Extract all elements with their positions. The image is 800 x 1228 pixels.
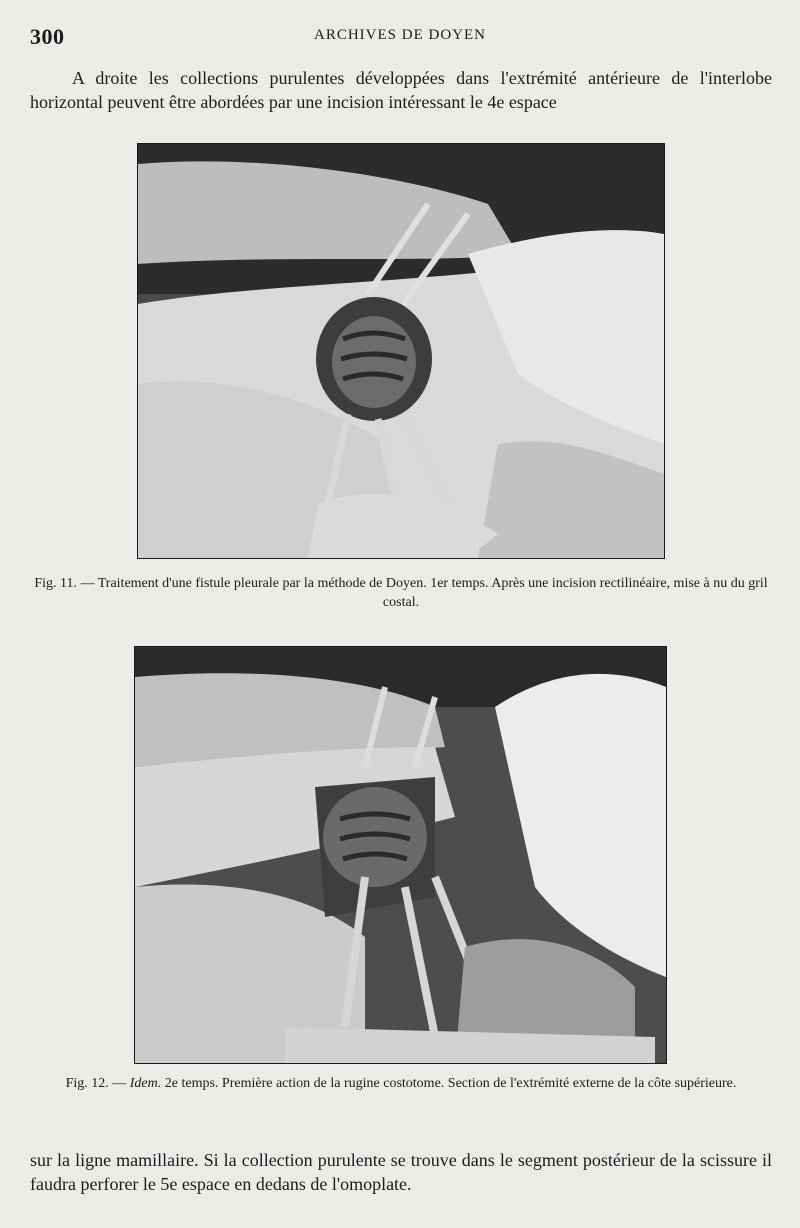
running-title: ARCHIVES DE DOYEN <box>314 27 486 43</box>
page-number: 300 <box>30 24 65 49</box>
surgical-photograph-icon <box>135 647 666 1063</box>
figure-11-label: Fig. 11. <box>34 576 77 591</box>
page-header <box>30 24 770 52</box>
paragraph-top: A droite les collections purulentes développées dans l'extrémité antérieure de l'interlobe horizontal peuvent être abordées par une incision intéressant le 4e espace <box>30 68 772 112</box>
figure-12-caption-text: 2e temps. Première action de la rugine costotome. Section de l'extrémité externe de la côte supérieure. <box>164 1076 737 1091</box>
figure-11-photo <box>137 143 665 559</box>
figure-11-caption <box>28 574 774 612</box>
figure-12-photo <box>134 646 667 1064</box>
paragraph-bottom: sur la ligne mamillaire. Si la collection purulente se trouve dans le segment postérieur de la scissure il faudra perforer le 5e espace en dedans de l'omoplate. <box>30 1150 772 1194</box>
figure-12-idem: Idem. <box>129 1076 162 1091</box>
figure-12-caption <box>28 1074 774 1093</box>
figure-12-dash: — <box>112 1076 127 1091</box>
figure-11-caption-text: — Traitement d'une fistule pleurale par la méthode de Doyen. 1er temps. Après une incision rectilinéaire, mise à nu du gril costal. <box>80 576 768 610</box>
figure-12-label: Fig. 12. <box>65 1076 109 1091</box>
surgical-photograph-icon <box>138 144 664 558</box>
